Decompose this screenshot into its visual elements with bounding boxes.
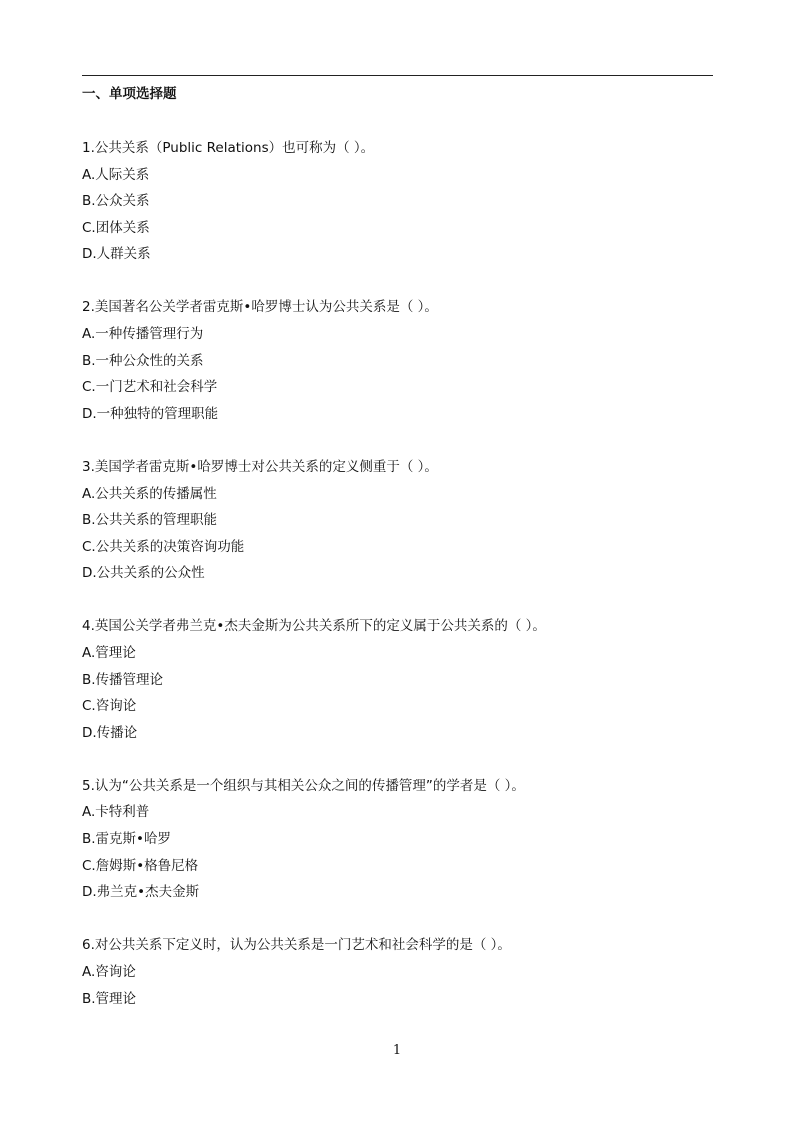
option-a: A.卡特利普	[82, 804, 150, 821]
question-6	[82, 932, 713, 1012]
option-a: A.咨询论	[82, 963, 136, 980]
option-b: B.公共关系的管理职能	[82, 512, 218, 529]
option-d: D.一种独特的管理职能	[82, 405, 219, 422]
option-c: C.一门艺术和社会科学	[82, 379, 218, 396]
question-stem: 2.美国著名公关学者雷克斯•哈罗博士认为公共关系是（ ）。	[82, 299, 438, 316]
option-d: D.人群关系	[82, 246, 151, 263]
option-a: A.管理论	[82, 645, 136, 661]
option-a: A.人际关系	[82, 166, 150, 183]
option-c: C.团体关系	[82, 219, 150, 236]
question-2	[82, 294, 713, 427]
option-c: C.詹姆斯•格鲁尼格	[82, 857, 199, 874]
option-d: D.公共关系的公众性	[82, 565, 205, 582]
option-b: B.传播管理论	[82, 671, 164, 688]
option-a: A.一种传播管理行为	[82, 326, 204, 343]
question-stem: 5.认为“公共关系是一个组织与其相关公众之间的传播管理”的学者是（ ）。	[82, 777, 525, 794]
option-b: B.管理论	[82, 990, 137, 1007]
option-a: A.公共关系的传播属性	[82, 485, 217, 502]
option-b: B.一种公众性的关系	[82, 352, 204, 369]
option-c: C.咨询论	[82, 698, 137, 715]
option-d: D.弗兰克•杰夫金斯	[82, 884, 200, 901]
question-stem: 1.公共关系（Public Relations）也可称为（ ）。	[82, 140, 375, 156]
question-stem: 6.对公共关系下定义时，认为公共关系是一门艺术和社会科学的是（ ）。	[82, 937, 511, 954]
option-b: B.雷克斯•哈罗	[82, 831, 172, 848]
option-b: B.公众关系	[82, 193, 150, 210]
option-d: D.传播论	[82, 724, 138, 741]
question-3	[82, 454, 713, 587]
question-5	[82, 773, 713, 906]
question-4	[82, 613, 713, 746]
header-rule	[82, 75, 713, 76]
question-stem: 4.英国公关学者弗兰克•杰夫金斯为公共关系所下的定义属于公共关系的（ ）。	[82, 618, 546, 635]
section-title: 一、单项选择题	[82, 86, 177, 102]
question-1	[82, 135, 713, 268]
page-content	[82, 84, 713, 1039]
page-number: 1	[392, 1043, 402, 1058]
option-c: C.公共关系的决策咨询功能	[82, 538, 245, 555]
question-stem: 3.美国学者雷克斯•哈罗博士对公共关系的定义侧重于（ ）。	[82, 458, 438, 475]
